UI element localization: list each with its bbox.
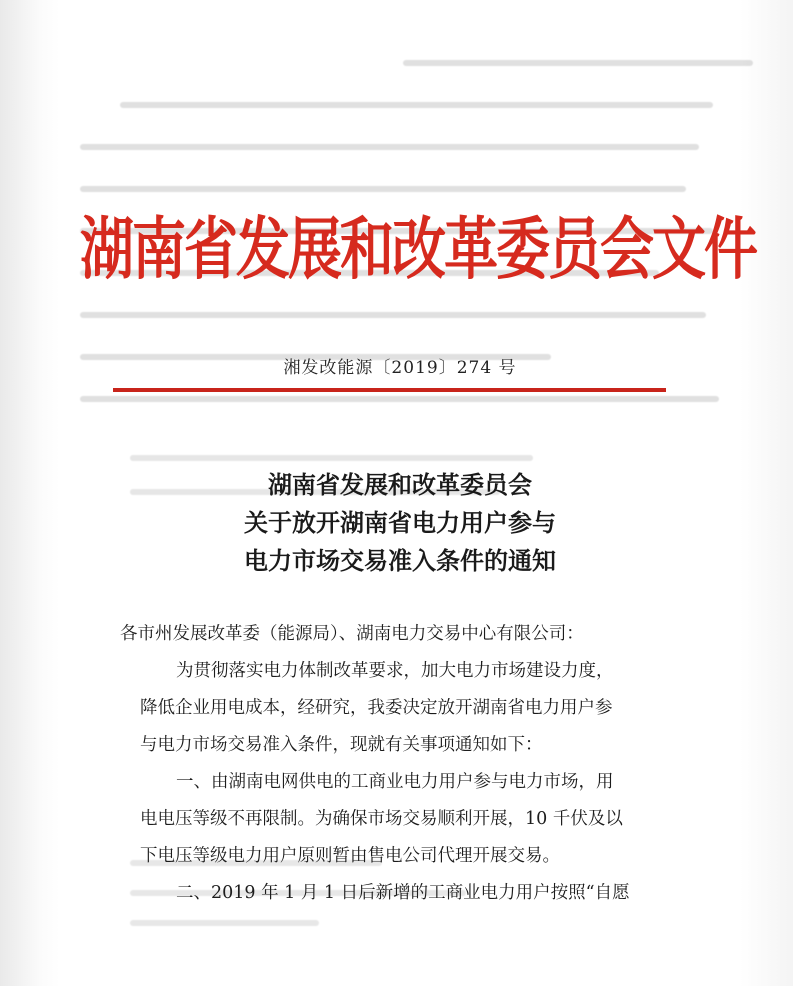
salutation: 各市州发展改革委（能源局）、湖南电力交易中心有限公司：	[120, 624, 584, 644]
red-divider-line	[113, 388, 666, 392]
title-line: 关于放开湖南省电力用户参与	[244, 508, 556, 537]
body-line: 下电压等级电力用户原则暂由售电公司代理开展交易。	[140, 846, 560, 866]
document-number: 湘发改能源〔2019〕274 号	[283, 358, 517, 378]
body-line: 降低企业用电成本，经研究，我委决定放开湖南省电力用户参	[140, 698, 613, 718]
body-line: 电电压等级不再限制。为确保市场交易顺利开展，10 千伏及以	[140, 809, 623, 829]
body-line: 为贯彻落实电力体制改革要求，加大电力市场建设力度，	[176, 661, 614, 681]
title-line: 电力市场交易准入条件的通知	[244, 546, 556, 575]
title-line: 湖南省发展和改革委员会	[268, 470, 532, 499]
body-line: 一、由湖南电网供电的工商业电力用户参与电力市场，用	[176, 772, 614, 792]
body-line: 与电力市场交易准入条件，现就有关事项通知如下：	[140, 735, 543, 755]
body-line: 二、2019 年 1 月 1 日后新增的工商业电力用户按照“自愿	[176, 883, 630, 903]
notice-body	[120, 616, 680, 912]
document-masthead: 湖南省发展和改革委员会文件	[80, 209, 756, 289]
notice-title	[150, 466, 650, 580]
